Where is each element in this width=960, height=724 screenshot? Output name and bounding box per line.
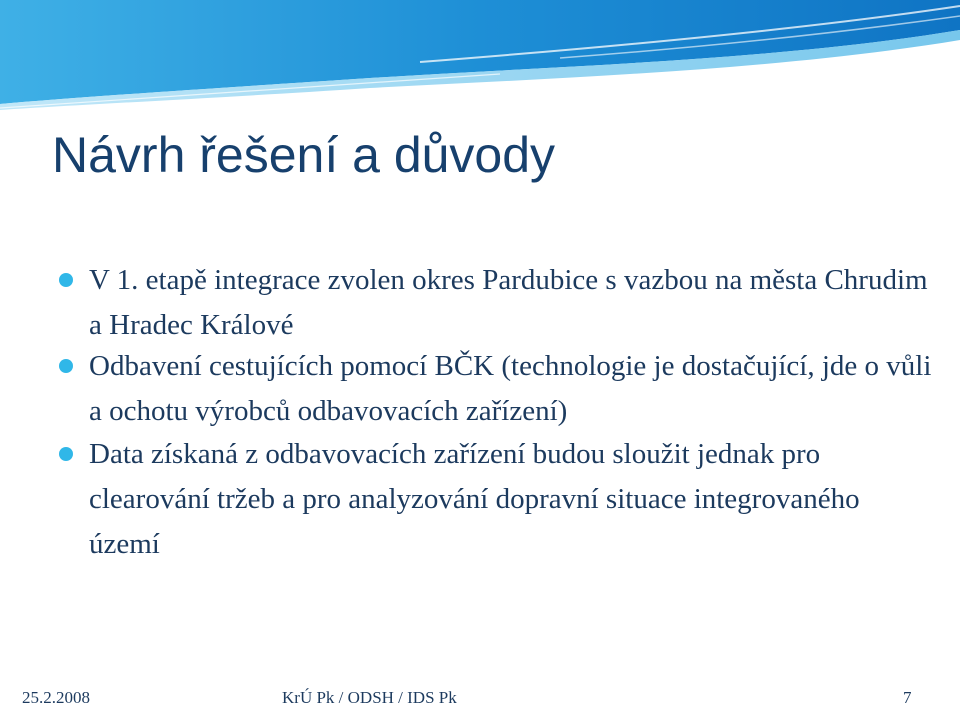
footer-organization: KrÚ Pk / ODSH / IDS Pk	[282, 688, 457, 707]
bullet-text: V 1. etapě integrace zvolen okres Pardubice s vazbou na města Chrudim a Hradec Králové	[89, 264, 928, 341]
header-wave-decoration	[0, 0, 960, 115]
bullet-icon	[59, 273, 73, 287]
bullet-item	[56, 258, 936, 348]
footer-page-number: 7	[903, 688, 912, 707]
bullet-item	[56, 344, 936, 434]
bullet-list	[56, 258, 936, 567]
footer-date: 25.2.2008	[22, 688, 90, 707]
bullet-icon	[59, 359, 73, 373]
bullet-text: Odbavení cestujících pomocí BČK (technologie je dostačující, jde o vůli a ochotu výrobců odbavovacích zařízení)	[89, 350, 932, 427]
bullet-icon	[59, 447, 73, 461]
bullet-item	[56, 432, 936, 567]
slide-title: Návrh řešení a důvody	[52, 127, 556, 183]
bullet-text: Data získaná z odbavovacích zařízení budou sloužit jednak pro clearování tržeb a pro analyzování dopravní situace integrovaného území	[89, 438, 860, 560]
